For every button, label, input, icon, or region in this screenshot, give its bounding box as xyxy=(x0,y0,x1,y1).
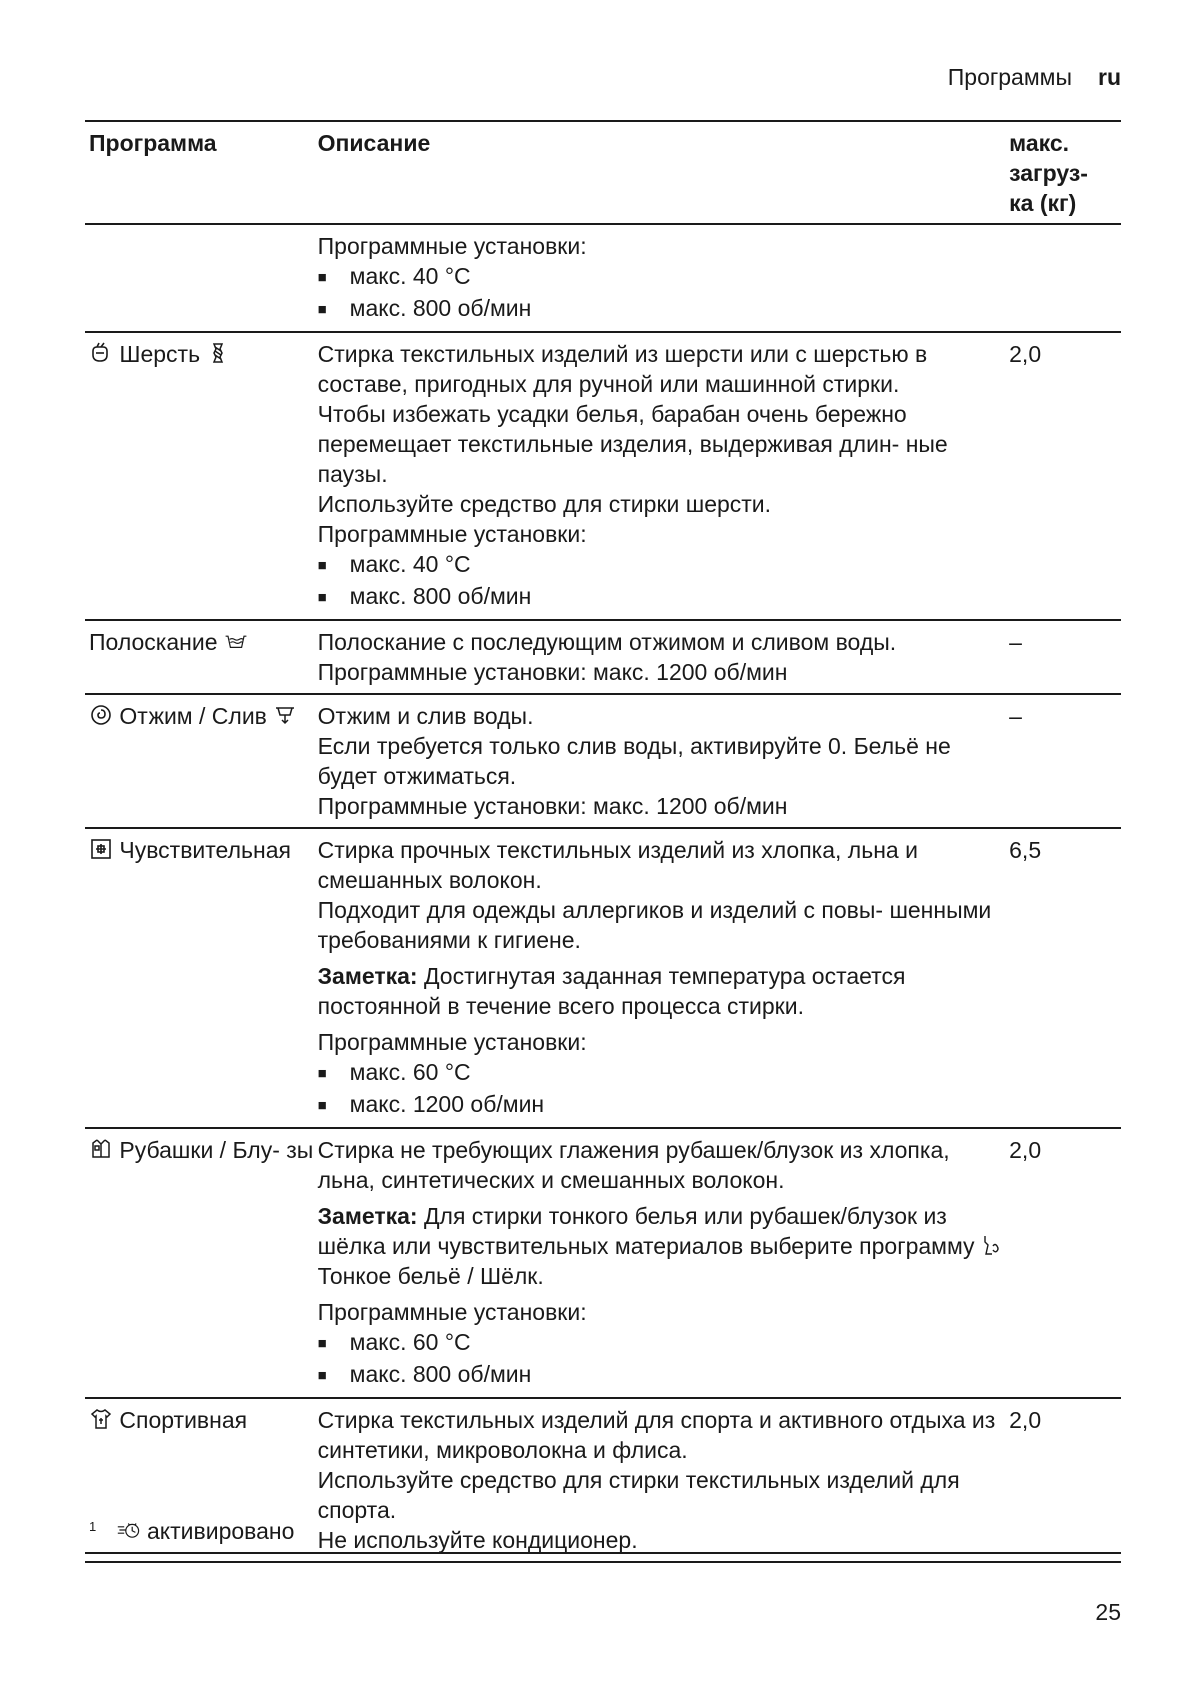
delay-timer-icon xyxy=(117,1518,141,1542)
note xyxy=(318,1201,1006,1291)
load-cell: 2,0 xyxy=(1005,1398,1121,1562)
wool-handwash-icon xyxy=(89,341,113,365)
note-text: Для стирки тонкого белья или рубашек/блузок из шёлка или чувствительных материалов выберите программу xyxy=(317,1203,975,1259)
footnote-marker: 1 xyxy=(89,1519,97,1534)
program-cell xyxy=(85,694,314,828)
description-text: Отжим и слив воды. xyxy=(317,703,534,729)
setting-bullet: ■ макс. 40 °C xyxy=(318,261,1006,293)
table-row xyxy=(85,694,1121,828)
description-cell xyxy=(314,224,1006,332)
description-text: Стирка текстильных изделий для спорта и активного отдыха из синтетики, микроволокна и флиса. xyxy=(317,1407,996,1463)
setting-bullet: ■ макс. 60 °C xyxy=(318,1057,1006,1089)
setting-bullet: ■ макс. 800 об/мин xyxy=(318,1359,1006,1391)
section-title: Программы xyxy=(947,64,1072,90)
load-cell: 2,0 xyxy=(1005,1128,1121,1398)
settings-label: Программные установки: xyxy=(317,233,587,259)
program-cell xyxy=(85,1128,314,1398)
delicate-silk-icon xyxy=(981,1234,1001,1256)
sport-shirt-icon xyxy=(89,1407,113,1431)
description-cell xyxy=(314,1128,1006,1398)
drain-icon xyxy=(273,703,297,727)
table-row xyxy=(85,1128,1121,1398)
col-header-max-load: макс. загруз- ка (кг) xyxy=(1005,121,1121,224)
shirt-icon xyxy=(89,1137,113,1161)
table-header-row xyxy=(85,121,1121,224)
description-text: Используйте средство для стирки текстильных изделий для спорта. xyxy=(317,1467,960,1523)
description-text: Используйте средство для стирки шерсти. xyxy=(317,491,772,517)
description-cell xyxy=(314,694,1006,828)
hygiene-plus-icon xyxy=(89,837,113,861)
description-text: Стирка прочных текстильных изделий из хлопка, льна и смешанных волокон. xyxy=(317,837,918,893)
table-row xyxy=(85,332,1121,620)
settings-label: Программные установки: xyxy=(317,521,587,547)
program-name: Полоскание xyxy=(89,629,218,655)
rinse-icon xyxy=(224,629,248,653)
program-cell xyxy=(85,828,314,1128)
note-label: Заметка: xyxy=(317,1203,418,1229)
program-name: Отжим / Слив xyxy=(119,703,267,729)
description-cell xyxy=(314,620,1006,694)
program-cell xyxy=(85,224,314,332)
description-text: Стирка текстильных изделий из шерсти или с шерстью в составе, пригодных для ручной или машинной стирки. xyxy=(317,341,928,397)
note-text: Тонкое бельё / Шёлк. xyxy=(317,1263,544,1289)
description-text: Если требуется только слив воды, активируйте 0. Бельё не будет отжиматься. xyxy=(317,733,951,789)
setting-bullet: ■ макс. 40 °C xyxy=(318,549,1006,581)
spin-icon xyxy=(89,703,113,727)
description-text: Стирка не требующих глажения рубашек/блузок из хлопка, льна, синтетических и смешанных волокон. xyxy=(317,1137,950,1193)
description-cell xyxy=(314,828,1006,1128)
program-name: Спортивная xyxy=(119,1407,248,1433)
program-name: Рубашки / Блу- зы xyxy=(119,1137,314,1163)
table-row xyxy=(85,828,1121,1128)
load-cell: 2,0 xyxy=(1005,332,1121,620)
program-cell xyxy=(85,620,314,694)
load-cell: – xyxy=(1005,620,1121,694)
language-code: ru xyxy=(1098,64,1121,90)
table-row xyxy=(85,620,1121,694)
load-cell: – xyxy=(1005,694,1121,828)
table-footnote xyxy=(85,1512,1121,1554)
description-text: Полоскание с последующим отжимом и сливом воды. xyxy=(317,629,897,655)
table-row xyxy=(85,224,1121,332)
setting-bullet: ■ макс. 1200 об/мин xyxy=(318,1089,1006,1121)
note xyxy=(318,961,1006,1021)
description-text: Подходит для одежды аллергиков и изделий с повы- шенными требованиями к гигиене. xyxy=(317,897,992,953)
program-name: Шерсть xyxy=(119,341,201,367)
wool-skein-icon xyxy=(206,341,230,365)
program-cell xyxy=(85,332,314,620)
footnote-text: активировано xyxy=(147,1518,295,1544)
settings-label: Программные установки: макс. 1200 об/мин xyxy=(317,793,788,819)
load-cell xyxy=(1005,224,1121,332)
note-label: Заметка: xyxy=(317,963,418,989)
description-text: Не используйте кондиционер. xyxy=(317,1527,638,1553)
setting-bullet: ■ макс. 800 об/мин xyxy=(318,293,1006,325)
description-cell xyxy=(314,332,1006,620)
page-header xyxy=(948,64,1121,91)
col-header-description: Описание xyxy=(314,121,1006,224)
load-cell: 6,5 xyxy=(1005,828,1121,1128)
col-header-program: Программа xyxy=(85,121,314,224)
description-text: Чтобы избежать усадки белья, барабан очень бережно перемещает текстильные изделия, выдерживая длин- ные паузы. xyxy=(317,401,948,487)
program-name: Чувствительная xyxy=(119,837,291,863)
page-number: 25 xyxy=(1095,1599,1121,1625)
settings-label: Программные установки: xyxy=(317,1299,587,1325)
setting-bullet: ■ макс. 800 об/мин xyxy=(318,581,1006,613)
programs-table xyxy=(85,120,1121,1563)
setting-bullet: ■ макс. 60 °C xyxy=(318,1327,1006,1359)
note-text: Достигнутая заданная температура остается постоянной в течение всего процесса стирки. xyxy=(317,963,906,1019)
settings-label: Программные установки: макс. 1200 об/мин xyxy=(317,659,788,685)
settings-label: Программные установки: xyxy=(317,1029,587,1055)
